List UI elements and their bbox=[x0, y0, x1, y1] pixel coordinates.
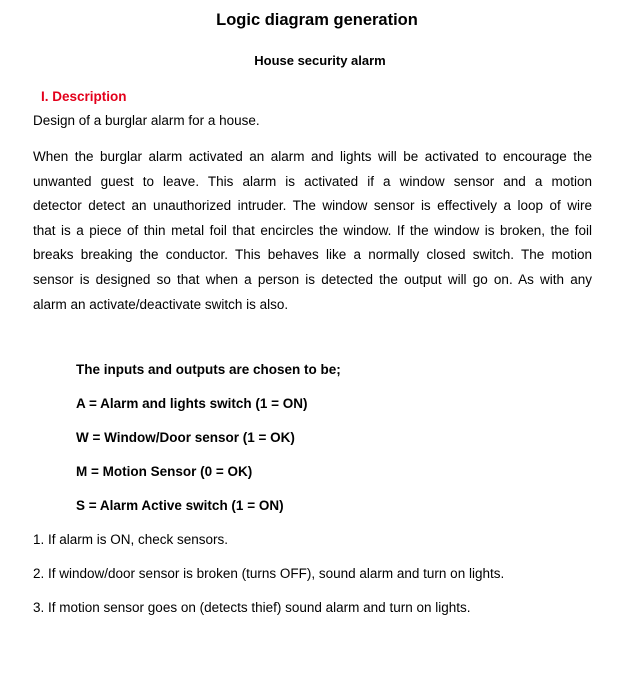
paragraph-line: unwanted guest to leave. This alarm is activated if a window sensor and a motion bbox=[33, 173, 592, 189]
io-item-window-sensor: W = Window/Door sensor (1 = OK) bbox=[76, 430, 295, 445]
paragraph-line: breaks breaking the conductor. This behaves like a normally closed switch. The motion bbox=[33, 247, 592, 263]
list-item: 1. If alarm is ON, check sensors. bbox=[33, 532, 229, 547]
io-definitions bbox=[76, 362, 341, 532]
io-heading: The inputs and outputs are chosen to be; bbox=[76, 362, 341, 377]
section-heading-description: I. Description bbox=[41, 89, 127, 104]
paragraph-line: When the burglar alarm activated an alarm and lights will be activated to encourage the bbox=[33, 149, 592, 164]
description-paragraph bbox=[33, 145, 592, 317]
paragraph-line: that is a piece of thin metal foil that encircles the window. If the window is broken, the foil bbox=[33, 222, 592, 238]
paragraph-line: alarm an activate/deactivate switch is also. bbox=[33, 296, 289, 312]
paragraph-line: detector detect an unauthorized intruder. The window sensor is effectively a loop of wire bbox=[33, 198, 592, 214]
list-item: 3. If motion sensor goes on (detects thief) sound alarm and turn on lights. bbox=[33, 600, 471, 615]
page-title: Logic diagram generation bbox=[216, 11, 418, 29]
io-item-active-switch: S = Alarm Active switch (1 = ON) bbox=[76, 498, 284, 513]
page-subtitle: House security alarm bbox=[254, 53, 386, 68]
list-item: 2. If window/door sensor is broken (turns OFF), sound alarm and turn on lights. bbox=[33, 566, 505, 581]
paragraph-line: sensor is designed so that when a person is detected the output will go on. As with any bbox=[33, 271, 592, 287]
logic-steps-list bbox=[33, 532, 504, 634]
io-item-alarm-switch: A = Alarm and lights switch (1 = ON) bbox=[76, 396, 308, 411]
intro-sentence: Design of a burglar alarm for a house. bbox=[33, 113, 260, 128]
io-item-motion-sensor: M = Motion Sensor (0 = OK) bbox=[76, 464, 253, 479]
